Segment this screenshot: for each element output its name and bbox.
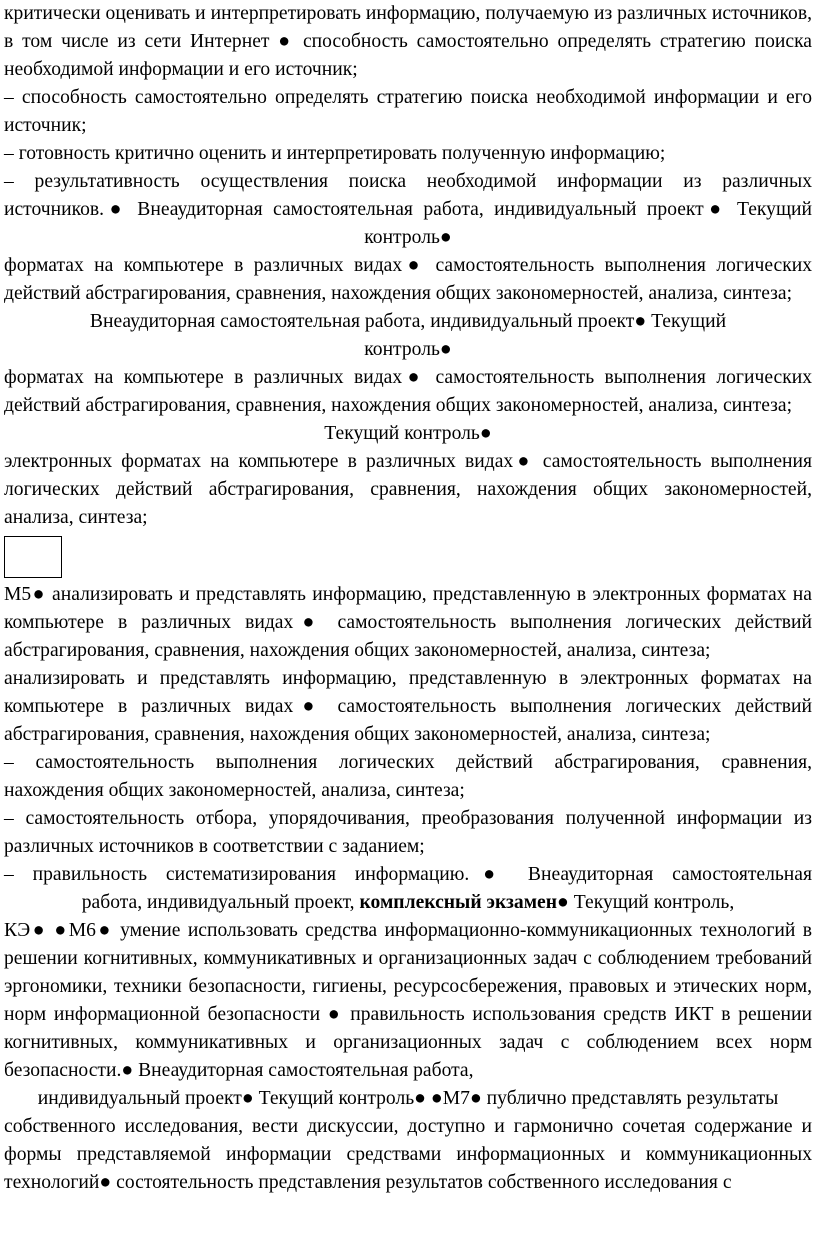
paragraph-formats-1: форматах на компьютере в различных видах● самостоятельность выполнения логических действий абстрагирования, сравнения, нахождения общих закономерностей, анализа, синтеза; [4,255,812,304]
current-control-label: Текущий контроль● [324,423,492,444]
assessment-line: Внеаудиторная самостоятельная работа, индивидуальный проект● Текущий [89,311,727,332]
paragraph-m7-intro: индивидуальный проект● Текущий контроль● ●М7● публично представлять результаты [37,1088,779,1109]
assessment-line-exam [4,889,812,917]
paragraph-m6: КЭ● ●М6● умение использовать средства информационно-коммуникационных технологий в решении когнитивных, коммуникативных и организационных задач с соблюдением требований эргономики, техники безопасности, гигиены, ресурсосбережения, правовых и этических норм, норм информационной безопасности ● правильность использования средств ИКТ в решении когнитивных, коммуникативных и организационных задач с соблюдением всех норм безопасности.● Внеаудиторная самостоятельная работа, [4,920,812,1081]
paragraph-m5: М5● анализировать и представлять информацию, представленную в электронных форматах на компьютере в различных видах● самостоятельность выполнения логических действий абстрагирования, сравнения, нахождения общих закономерностей, анализа, синтеза; [4,584,812,661]
assessment-text-before: работа, индивидуальный проект, [81,892,360,913]
assessment-text-after: ● Текущий контроль, [557,892,735,913]
list-item-systematization: – правильность систематизирования информацию.● Внеаудиторная самостоятельная [4,864,812,885]
list-item-logical-actions: – самостоятельность выполнения логических действий абстрагирования, сравнения, нахождения общих закономерностей, анализа, синтеза; [4,752,812,801]
empty-table-cell [4,536,62,578]
list-item-selection-ordering: – самостоятельность отбора, упорядочивания, преобразования полученной информации из различных источников в соответствии с заданием; [4,808,812,857]
list-item-search-effectiveness: – результативность осуществления поиска необходимой информации из различных источников.● Внеаудиторная самостоятельная работа, индивидуальный проект● Текущий [4,171,812,220]
list-item-strategy: – способность самостоятельно определять стратегию поиска необходимой информации и его источник; [4,87,812,136]
paragraph-electronic-formats: электронных форматах на компьютере в различных видах● самостоятельность выполнения логических действий абстрагирования, сравнения, нахождения общих закономерностей, анализа, синтеза; [4,451,812,528]
document-page [4,0,812,1197]
control-label: контроль● [364,339,452,360]
paragraph-analyze-present: анализировать и представлять информацию, представленную в электронных форматах на компьютере в различных видах● самостоятельность выполнения логических действий абстрагирования, сравнения, нахождения общих закономерностей, анализа, синтеза; [4,668,812,745]
complex-exam-label: комплексный экзамен [359,892,558,913]
control-label: контроль● [364,227,452,248]
list-item-critical-evaluation: – готовность критично оценить и интерпретировать полученную информацию; [4,143,666,164]
paragraph-information-search: критически оценивать и интерпретировать информацию, получаемую из различных источников, в том числе из сети Интернет ● способность самостоятельно определять стратегию поиска необходимой информации и его источник; [4,3,812,80]
paragraph-m7: собственного исследования, вести дискуссии, доступно и гармонично сочетая содержание и формы представляемой информации средствами информационных и коммуникационных технологий● состоятельность представления результатов собственного исследования с [4,1116,812,1193]
paragraph-formats-2: форматах на компьютере в различных видах● самостоятельность выполнения логических действий абстрагирования, сравнения, нахождения общих закономерностей, анализа, синтеза; [4,367,812,416]
